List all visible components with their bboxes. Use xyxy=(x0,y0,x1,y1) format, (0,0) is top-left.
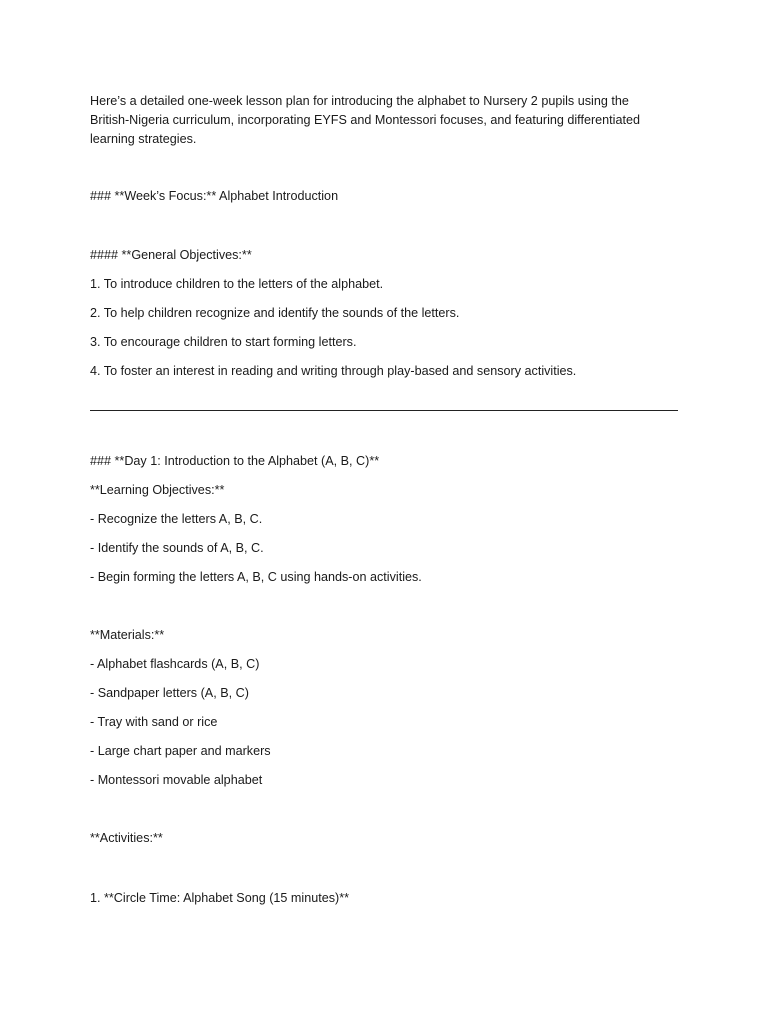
learning-objectives-heading: **Learning Objectives:** xyxy=(90,483,225,497)
learning-objective-item: - Recognize the letters A, B, C. xyxy=(90,512,263,526)
objectives-heading: #### **General Objectives:** xyxy=(90,248,252,262)
material-item: - Montessori movable alphabet xyxy=(90,773,263,787)
objective-item: 4. To foster an interest in reading and writing through play-based and sensory activities. xyxy=(90,364,577,378)
material-item: - Tray with sand or rice xyxy=(90,715,218,729)
learning-objective-item: - Begin forming the letters A, B, C using hands-on activities. xyxy=(90,570,422,584)
materials-heading: **Materials:** xyxy=(90,628,165,642)
material-item: - Alphabet flashcards (A, B, C) xyxy=(90,657,260,671)
activities-heading: **Activities:** xyxy=(90,831,163,845)
learning-objective-item: - Identify the sounds of A, B, C. xyxy=(90,541,264,555)
day1-heading: ### **Day 1: Introduction to the Alphabet (A, B, C)** xyxy=(90,454,380,468)
week-focus-heading: ### **Week’s Focus:** Alphabet Introduction xyxy=(90,189,339,203)
material-item: - Large chart paper and markers xyxy=(90,744,271,758)
objective-item: 1. To introduce children to the letters of the alphabet. xyxy=(90,277,384,291)
material-item: - Sandpaper letters (A, B, C) xyxy=(90,686,249,700)
horizontal-divider xyxy=(90,410,678,411)
activity-item: 1. **Circle Time: Alphabet Song (15 minutes)** xyxy=(90,891,350,905)
objective-item: 3. To encourage children to start forming letters. xyxy=(90,335,357,349)
objective-item: 2. To help children recognize and identify the sounds of the letters. xyxy=(90,306,460,320)
intro-paragraph: Here’s a detailed one-week lesson plan for introducing the alphabet to Nursery 2 pupils using the British-Nigeria curriculum, incorporating EYFS and Montessori focuses, and featuring differentiated learning strategies. xyxy=(90,94,640,146)
